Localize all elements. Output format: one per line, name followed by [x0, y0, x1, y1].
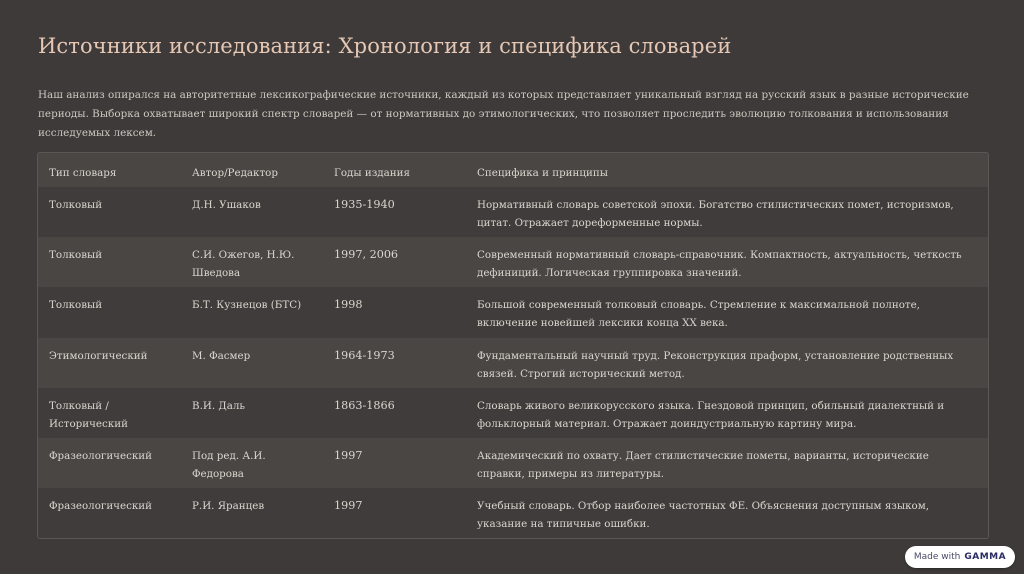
- cell-spec: Академический по охвату. Дает стилистические пометы, варианты, исторические справки, примеры из литературы.: [477, 449, 929, 480]
- cell-author: Р.И. Яранцев: [192, 500, 265, 513]
- table-row: [38, 187, 988, 237]
- cell-type: Фразеологический: [49, 449, 153, 462]
- cell-years: 1998: [334, 298, 363, 312]
- cell-author: Б.Т. Кузнецов (БТС): [192, 299, 302, 312]
- badge-prefix: Made with: [913, 552, 961, 562]
- cell-type: Толковый: [49, 199, 103, 211]
- table-row: [38, 388, 988, 438]
- header-author: Автор/Редактор: [192, 167, 278, 179]
- cell-author: Д.Н. Ушаков: [192, 199, 261, 211]
- cell-years: 1997: [334, 448, 363, 462]
- cell-author: Под ред. А.И. Федорова: [192, 449, 266, 480]
- cell-years: 1935-1940: [334, 198, 395, 211]
- gamma-logo: GAMMA: [964, 552, 1007, 562]
- cell-spec: Словарь живого великорусского языка. Гнездовой принцип, обильный диалектный и фольклорный материал. Отражает доиндустриальную картину мира.: [477, 399, 945, 430]
- cell-spec: Нормативный словарь советской эпохи. Богатство стилистических помет, историзмов, цитат. Отражает дореформенные нормы.: [477, 199, 954, 229]
- table-header-row: [38, 153, 988, 187]
- cell-years: 1964-1973: [334, 348, 395, 362]
- table-row: [38, 287, 988, 337]
- cell-years: 1863-1866: [334, 398, 395, 412]
- table-row: [38, 488, 988, 538]
- table-row: [38, 438, 988, 488]
- header-years: Годы издания: [334, 167, 411, 179]
- table-row: [38, 237, 988, 287]
- header-type: Тип словаря: [49, 167, 117, 179]
- page-title: Источники исследования: Хронология и специфика словарей: [38, 34, 732, 58]
- cell-years: 1997, 2006: [334, 248, 399, 262]
- cell-author: В.И. Даль: [192, 399, 246, 412]
- table-row: [38, 338, 988, 388]
- cell-spec: Современный нормативный словарь-справочник. Компактность, актуальность, четкость дефиниций. Логическая группировка значений.: [477, 249, 962, 280]
- cell-spec: Учебный словарь. Отбор наиболее частотных ФЕ. Объяснения доступным языком, указание на типичные ошибки.: [477, 500, 930, 531]
- cell-type: Толковый / Исторический: [49, 399, 128, 430]
- intro-paragraph: Наш анализ опирался на авторитетные лексикографические источники, каждый из которых представляет уникальный взгляд на русский язык в разные исторические периоды. Выборка охватывает широкий спектр словарей — от нормативных до этимологических, что позволяет проследить эволюцию толкования и использования исследуемых лексем.: [38, 89, 969, 139]
- dictionaries-table: [37, 152, 989, 539]
- cell-spec: Фундаментальный научный труд. Реконструкция праформ, установление родственных связей. Строгий исторический метод.: [477, 349, 954, 380]
- header-spec: Специфика и принципы: [477, 167, 608, 179]
- cell-type: Этимологический: [49, 349, 148, 362]
- cell-type: Фразеологический: [49, 500, 153, 513]
- cell-spec: Большой современный толковый словарь. Стремление к максимальной полноте, включение новейшей лексики конца XX века.: [477, 299, 920, 330]
- cell-author: С.И. Ожегов, Н.Ю. Шведова: [192, 249, 295, 280]
- cell-type: Толковый: [49, 299, 103, 312]
- cell-years: 1997: [334, 499, 363, 513]
- cell-type: Толковый: [49, 249, 103, 262]
- made-with-gamma-badge[interactable]: [905, 546, 1015, 568]
- cell-author: М. Фасмер: [192, 349, 251, 362]
